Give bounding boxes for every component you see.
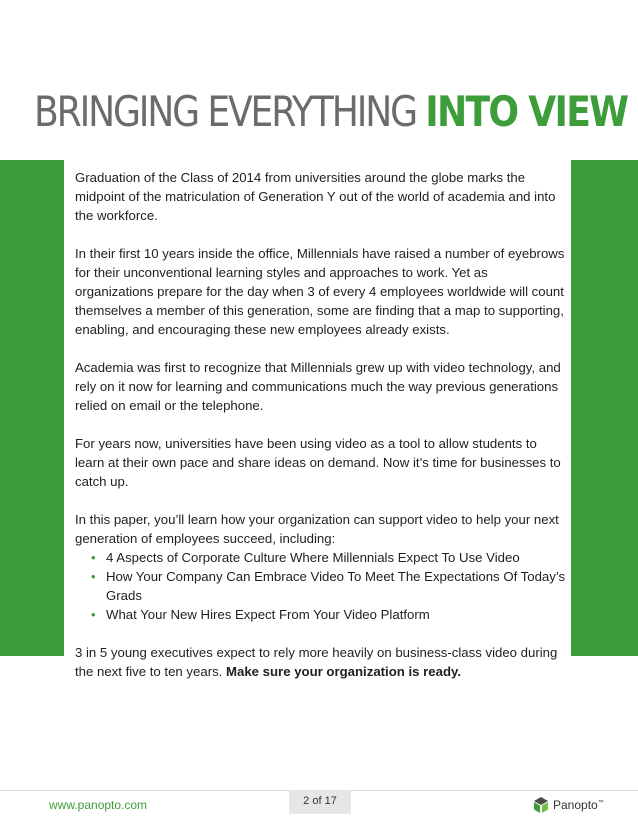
list-item <box>91 548 567 567</box>
paragraph-universities: For years now, universities have been using video as a tool to allow students to learn at their own pace and share ideas on demand. Now it’s time for businesses to catch up. <box>75 436 561 489</box>
trademark-mark: ™ <box>597 800 604 806</box>
list-item-text: 4 Aspects of Corporate Culture Where Millennials Expect To Use Video <box>106 550 520 565</box>
paragraph-closing <box>75 643 567 681</box>
list-item <box>91 605 567 624</box>
bullet-icon: • <box>91 569 96 584</box>
list-item-text: What Your New Hires Expect From Your Video Platform <box>106 607 430 622</box>
paragraph-this-paper: In this paper, you’ll learn how your organization can support video to help your next generation of employees succeed, including: <box>75 512 559 546</box>
bullet-icon: • <box>91 607 96 622</box>
logo-wordmark <box>553 798 604 812</box>
closing-text: 3 in 5 young executives expect to rely more heavily on business-class video during the next five to ten years. <box>75 645 558 679</box>
list-item-text: How Your Company Can Embrace Video To Meet The Expectations Of Today’s Grads <box>106 569 566 603</box>
footer-website-link[interactable]: www.panopto.com <box>49 798 148 812</box>
list-item <box>91 567 567 605</box>
title-bold-part: INTO VIEW <box>425 87 628 136</box>
paragraph-millennials: In their first 10 years inside the office, Millennials have raised a number of eyebrows for their unconventional learning styles and approaches to work. Yet as organizations prepare for the day when 3 of every 4 employees worldwide will count themselves a member of this generation, some are finding that a map to supporting, enabling, and encouraging these new employees already exists. <box>75 246 565 337</box>
logo-text: Panopto <box>553 798 598 812</box>
paragraph-intro: Graduation of the Class of 2014 from universities around the globe marks the midpoint of the matriculation of Generation Y out of the world of academia and into the workforce. <box>75 170 556 223</box>
paragraph-academia: Academia was first to recognize that Millennials grew up with video technology, and rely on it now for learning and communications much the way previous generations relied on email or the telephone. <box>75 360 561 413</box>
panopto-logo-icon <box>533 797 549 814</box>
closing-call-to-action: Make sure your organization is ready. <box>226 664 462 679</box>
body-content <box>75 168 567 700</box>
page-title <box>34 88 627 136</box>
left-green-band <box>0 160 64 656</box>
right-green-band <box>571 160 638 656</box>
bullet-icon: • <box>91 550 96 565</box>
title-light-part: BRINGING EVERYTHING <box>34 87 426 136</box>
topics-list <box>75 548 567 624</box>
panopto-logo <box>533 796 604 814</box>
page-number: 2 of 17 <box>289 790 351 814</box>
